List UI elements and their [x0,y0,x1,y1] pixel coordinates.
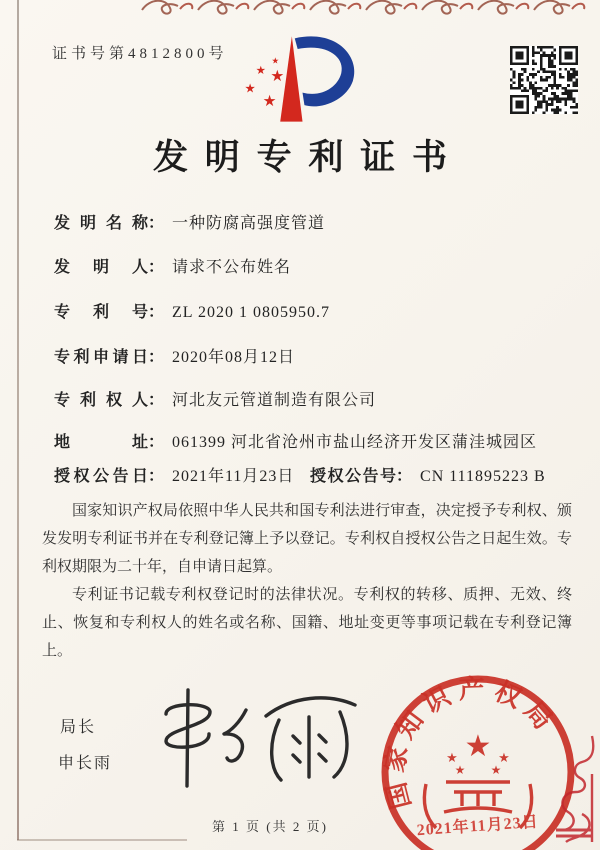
field-label: 专利号 [54,304,148,321]
field-value: 一种防腐高强度管道 [172,215,326,232]
seal-date: 2021年11月23日 [416,813,540,840]
national-emblem-icon [424,730,531,828]
field-label: 发明名称 [54,215,148,232]
field-row-inventor [54,254,291,277]
field-value: ZL 2020 1 0805950.7 [172,304,330,321]
field-value: 061399 河北省沧州市盐山经济开发区蒲洼城园区 [172,434,538,451]
field-colon: ： [148,215,165,232]
field-value: 请求不公布姓名 [172,259,292,276]
field-label: 发明人 [54,259,148,276]
field-row-filing-date [54,344,295,367]
svg-text:★: ★ [490,763,502,777]
svg-text:★: ★ [244,81,256,96]
field-colon: ： [148,434,165,451]
certificate-title: 发明专利证书 [152,138,464,177]
logo-blue-p [295,36,355,106]
legal-paragraph-1: 国家知识产权局依照中华人民共和国专利法进行审查，决定授予专利权、颁发发明专利证书并在专利登记簿上予以登记。专利权自授权公告之日起生效。专利权期限为二十年，自申请日起算。 [42,503,572,575]
field-value: CN 111895223 B [420,468,546,485]
svg-text:★: ★ [446,750,458,765]
field-colon: ： [148,392,165,409]
field-row-patent-number [54,299,330,322]
top-ornament-border [140,0,600,16]
svg-text:★: ★ [262,93,277,111]
svg-text:★: ★ [464,730,492,763]
svg-text:★: ★ [255,64,267,78]
seal-agency-text: 国家知识产权局 [379,674,563,812]
field-row-address [54,429,537,452]
field-colon: ： [148,304,165,321]
logo-stars [245,56,285,111]
svg-text:★: ★ [454,763,466,777]
handwritten-signature-icon [158,684,368,796]
certificate-number: 证书号第4812800号 [52,46,228,62]
field-label: 地址 [54,434,148,451]
field-label: 授权公告号 [310,468,396,485]
field-label: 授权公告日 [54,468,148,485]
svg-text:★: ★ [498,750,510,765]
field-row-invention-name [54,210,325,233]
field-value: 2020年08月12日 [172,349,296,366]
qr-code-icon [510,46,578,114]
field-colon: ： [148,468,165,485]
legal-text-block [42,497,572,665]
cnipa-patent-logo-icon [225,28,380,130]
field-label: 专利申请日 [54,349,148,366]
field-row-grant-number [310,463,546,486]
field-row-patentee [54,387,376,410]
svg-text:★: ★ [271,55,280,66]
legal-paragraph-2: 专利证书记载专利权登记时的法律状况。专利权的转移、质押、无效、终止、恢复和专利权人的姓名或名称、国籍、地址变更等事项记载在专利登记簿上。 [42,587,572,659]
field-colon: ： [148,259,165,276]
bottom-border-line [17,839,187,841]
director-name: 申长雨 [58,755,113,772]
field-label: 专利权人 [54,392,148,409]
corner-ornament [546,734,598,844]
page-number: 第 1 页 (共 2 页) [212,819,328,834]
field-colon: ： [396,468,413,485]
field-value: 2021年11月23日 [172,468,295,485]
director-title: 局长 [60,719,97,736]
field-row-grant-date [54,463,294,486]
field-colon: ： [148,349,165,366]
svg-text:★: ★ [270,67,285,85]
field-value: 河北友元管道制造有限公司 [172,392,377,409]
left-border-line [17,0,19,840]
